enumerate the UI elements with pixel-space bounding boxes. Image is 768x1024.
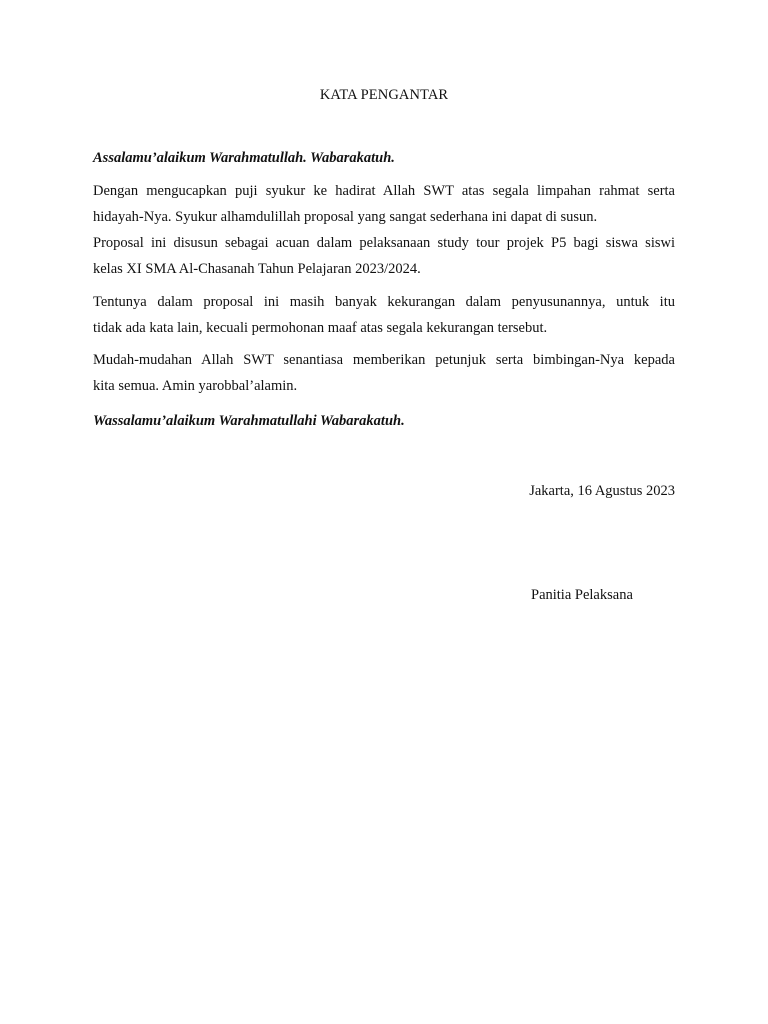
paragraph-2 [93,289,675,341]
paragraph-1a [93,178,675,230]
paragraph-2-line-2: tidak ada kata lain, kecuali permohonan maaf atas segala kekurangan tersebut. [93,320,548,336]
closing-text: Wassalamu’alaikum Warahmatullahi Wabarakatuh. [93,413,405,429]
paragraph-1b [93,230,675,282]
paragraph-1a-line-1: Dengan mengucapkan puji syukur ke hadirat Allah SWT atas segala limpahan rahmat serta [93,183,675,199]
paragraph-2-line-1: Tentunya dalam proposal ini masih banyak kekurangan dalam penyusunannya, untuk itu [93,294,675,310]
greeting-text: Assalamu’alaikum Warahmatullah. Wabarakatuh. [93,150,395,166]
signer-name: Panitia Pelaksana [531,587,633,603]
paragraph-1b-line-1: Proposal ini disusun sebagai acuan dalam pelaksanaan study tour projek P5 bagi siswa siswi [93,235,675,251]
paragraph-1b-line-2: kelas XI SMA Al-Chasanah Tahun Pelajaran 2023/2024. [93,261,421,277]
paragraph-3 [93,347,675,399]
paragraph-3-line-1: Mudah-mudahan Allah SWT senantiasa memberikan petunjuk serta bimbingan-Nya kepada [93,352,675,368]
paragraph-1a-line-2: hidayah-Nya. Syukur alhamdulillah proposal yang sangat sederhana ini dapat di susun. [93,209,598,225]
page-title: KATA PENGANTAR [319,87,449,103]
paragraph-3-line-2: kita semua. Amin yarobbal’alamin. [93,378,298,394]
place-date: Jakarta, 16 Agustus 2023 [529,483,675,499]
